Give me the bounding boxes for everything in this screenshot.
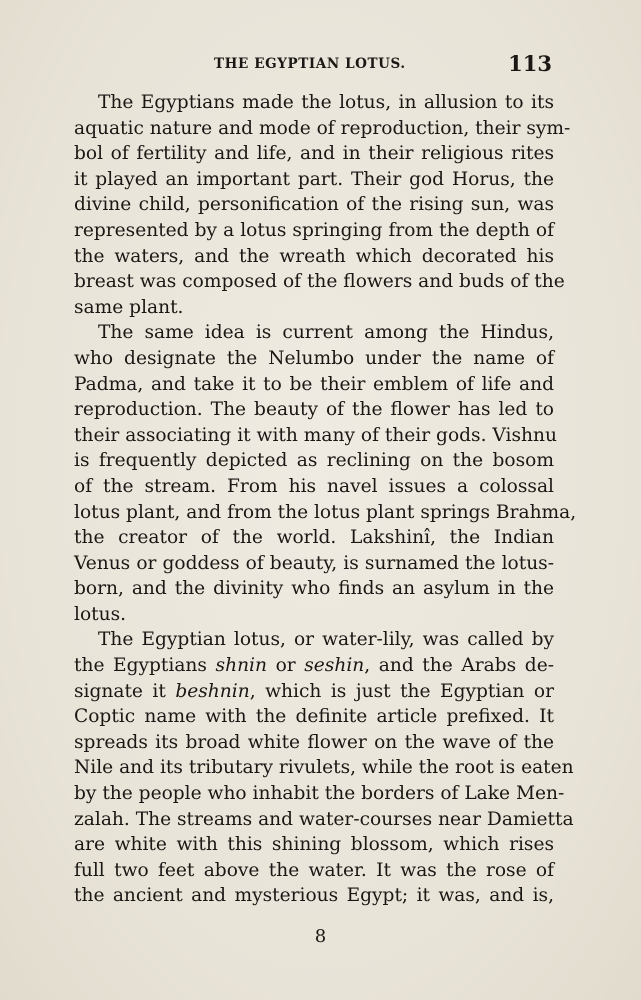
text-line: The Egyptian lotus, or water-lily, was called by: [98, 629, 554, 651]
text-line: zalah. The streams and water-courses near Damietta: [74, 808, 574, 830]
text-line: who designate the Nelumbo under the name of: [74, 347, 554, 369]
text-line: the ancient and mysterious Egypt; it was, and is,: [74, 885, 554, 907]
page-number: 113: [508, 51, 552, 76]
text-line: represented by a lotus springing from the depth of: [74, 219, 554, 241]
text-line: lotus.: [74, 603, 127, 625]
text-line: Coptic name with the definite article prefixed. It: [74, 706, 554, 728]
body-text: [74, 90, 577, 909]
text-line: the creator of the world. Lakshinî, the Indian: [74, 527, 554, 549]
running-title: THE EGYPTIAN LOTUS.: [214, 56, 406, 72]
text-line: by the people who inhabit the borders of Lake Men-: [74, 783, 565, 805]
text-line: spreads its broad white flower on the wave of the: [74, 731, 554, 753]
text-line: Nile and its tributary rivulets, while the root is eaten: [74, 757, 574, 779]
text-line: breast was composed of the flowers and buds of the: [74, 271, 565, 293]
text-line: The same idea is current among the Hindus,: [98, 322, 554, 344]
text-line: full two feet above the water. It was the rose of: [74, 859, 554, 881]
text-line: lotus plant, and from the lotus plant springs Brahma,: [74, 501, 577, 523]
text-line: Padma, and take it to be their emblem of life and: [74, 373, 554, 395]
text-line: are white with this shining blossom, which rises: [74, 834, 554, 856]
text-line: is frequently depicted as reclining on the bosom: [74, 450, 554, 472]
text-line: aquatic nature and mode of reproduction, their sym-: [74, 117, 571, 139]
text-line: reproduction. The beauty of the flower has led to: [74, 399, 554, 421]
text-line: the waters, and the wreath which decorated his: [74, 245, 554, 267]
text-line: same plant.: [74, 296, 184, 318]
signature-mark: 8: [314, 926, 327, 947]
text-line: of the stream. From his navel issues a colossal: [74, 475, 554, 497]
running-header: [0, 52, 641, 76]
text-line: Venus or goddess of beauty, is surnamed the lotus-: [74, 552, 554, 574]
text-line: it played an important part. Their god Horus, the: [74, 168, 554, 190]
text-line: born, and the divinity who finds an asylum in the: [74, 578, 554, 600]
text-line: signate it beshnin, which is just the Egyptian or: [74, 680, 554, 702]
text-line: the Egyptians shnin or seshin, and the Arabs de-: [74, 655, 554, 677]
text-line: divine child, personification of the rising sun, was: [74, 194, 554, 216]
text-line: their associating it with many of their gods. Vishnu: [74, 424, 557, 446]
text-line: bol of fertility and life, and in their religious rites: [74, 143, 554, 165]
text-line: The Egyptians made the lotus, in allusion to its: [98, 92, 554, 113]
